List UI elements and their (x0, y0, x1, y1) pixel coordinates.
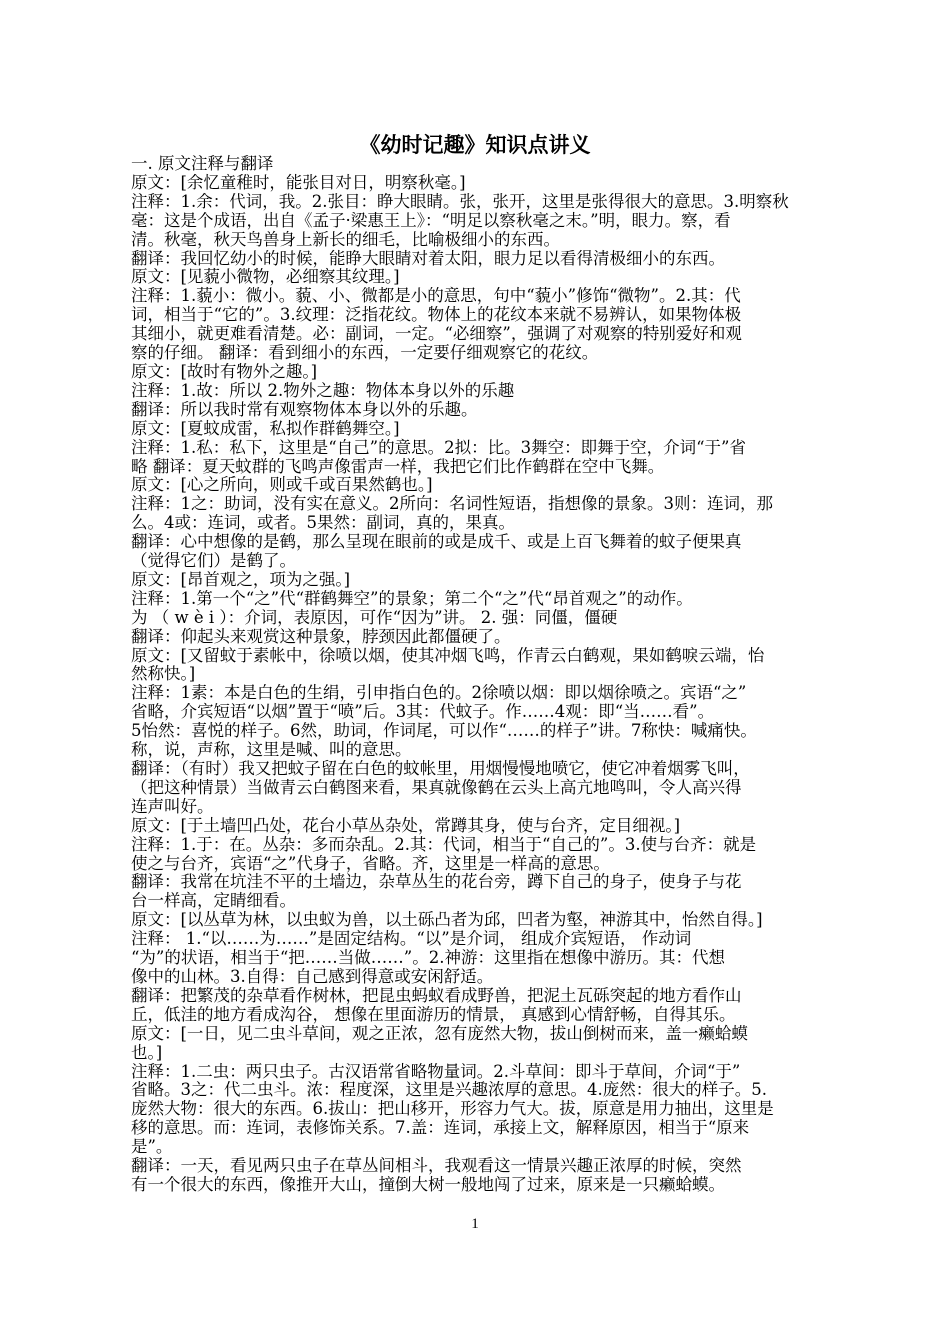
page-title: 《幼时记趣》知识点讲义 (359, 133, 591, 157)
text-line: 称，说，声称，这里是喊、叫的意思。 (131, 740, 412, 760)
page-number: 1 (471, 1216, 479, 1232)
text-line: 注释：1.藐小：微小。藐、小、微都是小的意思，句中“藐小”修饰“微物”。2.其：代 (131, 286, 741, 306)
text-line: 像中的山林。3.自得：自己感到得意或安闲舒适。 (131, 966, 494, 986)
text-line: 注释：1素：本是白色的生绢，引申指白色的。2徐喷以烟：即以烟徐喷之。宾语“之” (131, 683, 747, 703)
text-line: 注释：1之：助词，没有实在意义。2所向：名词性短语，指想像的景象。3则：连词，那 (131, 494, 773, 514)
text-line: 么。4或：连词，或者。5果然：副词，真的，果真。 (131, 513, 515, 533)
text-line: 翻译：（有时）我又把蚊子留在白色的蚊帐里，用烟慢慢地喷它，使它冲着烟雾飞叫， (131, 759, 750, 778)
text-line: “为”的状语，相当于“把……当做……”。2.神游：这里指在想像中游历。其：代想 (131, 948, 725, 968)
text-line: 注释：1.于：在。丛杂：多而杂乱。2.其：代词，相当于“自己的”。3.使与台齐：就是 (131, 834, 757, 854)
text-line: 注释：1.故：所以 2.物外之趣：物体本身以外的乐趣 (131, 380, 515, 400)
text-line: 原文：[又留蚊于素帐中，徐喷以烟，使其冲烟飞鸣，作青云白鹤观，果如鹤唳云端，怡 (131, 645, 765, 665)
text-line: 毫：这是个成语，出自《孟子·梁惠王上》：“明足以察秋毫之末。”明，眼力。察，看 (131, 210, 731, 230)
text-line: 原文：[故时有物外之趣。] (131, 361, 318, 381)
text-line: 翻译：所以我时常有观察物体本身以外的乐趣。 (131, 399, 478, 419)
document-body (131, 155, 823, 1195)
text-line: 原文：[见藐小微物，必细察其纹理。] (131, 267, 400, 287)
text-line: 省略。3之：代二虫斗。浓：程度深，这里是兴趣浓厚的意思。4.庞然：很大的样子。5. (131, 1080, 767, 1100)
text-line: 原文：[一日，见二虫斗草间，观之正浓，忽有庞然大物，拔山倒树而来，盖一癞蛤蟆 (131, 1023, 748, 1043)
text-line: 是”。 (131, 1137, 173, 1157)
text-line: 略 翻译：夏天蚊群的飞鸣声像雷声一样，我把它们比作鹤群在空中飞舞。 (131, 456, 665, 476)
text-line: 翻译：我回忆幼小的时候，能睁大眼睛对着太阳，眼力足以看得清极细小的东西。 (131, 248, 725, 268)
text-line: 一. 原文注释与翻译 (131, 154, 274, 173)
text-line: 注释：1.私：私下，这里是“自己”的意思。2拟：比。3舞空：即舞于空，介词“于”省 (131, 437, 746, 457)
text-line: 使之与台齐，宾语“之”代身子，省略。齐，这里是一样高的意思。 (131, 853, 610, 873)
text-line: 也。] (131, 1042, 163, 1062)
text-line: 连声叫好。 (131, 796, 214, 816)
text-line: 注释：1.第一个“之”代“群鹤舞空”的景象；第二个“之”代“昂首观之”的动作。 (131, 588, 693, 608)
text-line: 原文：[昂首观之，项为之强。] (131, 569, 351, 589)
text-line: 翻译：心中想像的是鹤，那么呈现在眼前的或是成千、或是上百飞舞着的蚊子便果真 (131, 532, 742, 552)
text-line: 原文：[于土墙凹凸处，花台小草丛杂处，常蹲其身，使与台齐，定目细视。] (131, 815, 681, 835)
text-line: 翻译：一天，看见两只虫子在草丛间相斗，我观看这一情景兴趣正浓厚的时候，突然 (131, 1156, 742, 1176)
text-line: 丘，低洼的地方看成沟谷， 想像在里面游历的情景， 真感到心情舒畅，自得其乐。 (131, 1004, 736, 1024)
text-line: 察的仔细。 翻译：看到细小的东西，一定要仔细观察它的花纹。 (131, 343, 599, 363)
text-line: 注释：1.余：代词，我。2.张目：睁大眼睛。张，张开，这里是张得很大的意思。3.明察秋 (131, 191, 789, 211)
text-line: 翻译：仰起头来观赏这种景象，脖颈因此都僵硬了。 (131, 626, 511, 646)
text-line: 然称快。] (131, 664, 196, 684)
text-line: 移的意思。而：连词，表修饰关系。7.盖：连词，承接上文，解释原因，相当于“原来 (131, 1118, 750, 1138)
text-line: 注释： 1.“以……为……”是固定结构。“以”是介词， 组成介宾短语， 作动词 (131, 929, 692, 949)
text-line: 台一样高，定睛细看。 (131, 891, 296, 911)
text-line: 5怡然：喜悦的样子。6然，助词，作词尾，可以作“……的样子”讲。7称快：喊痛快。 (131, 721, 757, 741)
text-line: 庞然大物：很大的东西。6.拔山：把山移开，形容力气大。拔，原意是用力抽出，这里是 (131, 1099, 774, 1119)
text-line: （把这种情景）当做青云白鹤图来看，果真就像鹤在云头上高亢地鸣叫，令人高兴得 (131, 777, 742, 797)
text-line: 翻译：把繁茂的杂草看作树林，把昆虫蚂蚁看成野兽，把泥土瓦砾突起的地方看作山 (131, 985, 742, 1005)
text-line: 有一个很大的东西，像推开大山，撞倒大树一般地闯了过来，原来是一只癞蛤蟆。 (131, 1174, 725, 1194)
text-line: 清。秋毫，秋天鸟兽身上新长的细毛，比喻极细小的东西。 (131, 229, 560, 249)
text-line: 原文：[心之所向，则或千或百果然鹤也。] (131, 475, 433, 495)
text-line: 原文：[以丛草为林，以虫蚁为兽，以土砾凸者为邱，凹者为壑，神游其中，怡然自得。] (131, 910, 763, 930)
text-line: 翻译：我常在坑洼不平的土墙边，杂草丛生的花台旁，蹲下自己的身子，使身子与花 (131, 872, 742, 892)
text-line: （觉得它们）是鹤了。 (131, 551, 296, 571)
text-line: 其细小，就更难看清楚。必：副词，一定。“必细察”，强调了对观察的特别爱好和观 (131, 324, 742, 344)
text-line: 注释：1.二虫：两只虫子。古汉语常省略物量词。2.斗草间：即斗于草间，介词“于” (131, 1061, 741, 1081)
text-line: 省略，介宾短语“以烟”置于“喷”后。3其：代蚊子。作……4观：即“当……看”。 (131, 702, 715, 722)
text-line: 原文：[夏蚊成雷，私拟作群鹤舞空。] (131, 418, 400, 438)
text-line: 词，相当于“它的”。3.纹理：泛指花纹。物体上的花纹本来就不易辨认，如果物体极 (131, 305, 742, 325)
text-line: 原文：[余忆童稚时，能张目对日，明察秋毫。] (131, 172, 466, 192)
text-line: 为 （ w è i ）：介词，表原因，可作“因为”讲。 2. 强：同僵，僵硬 (131, 607, 618, 627)
